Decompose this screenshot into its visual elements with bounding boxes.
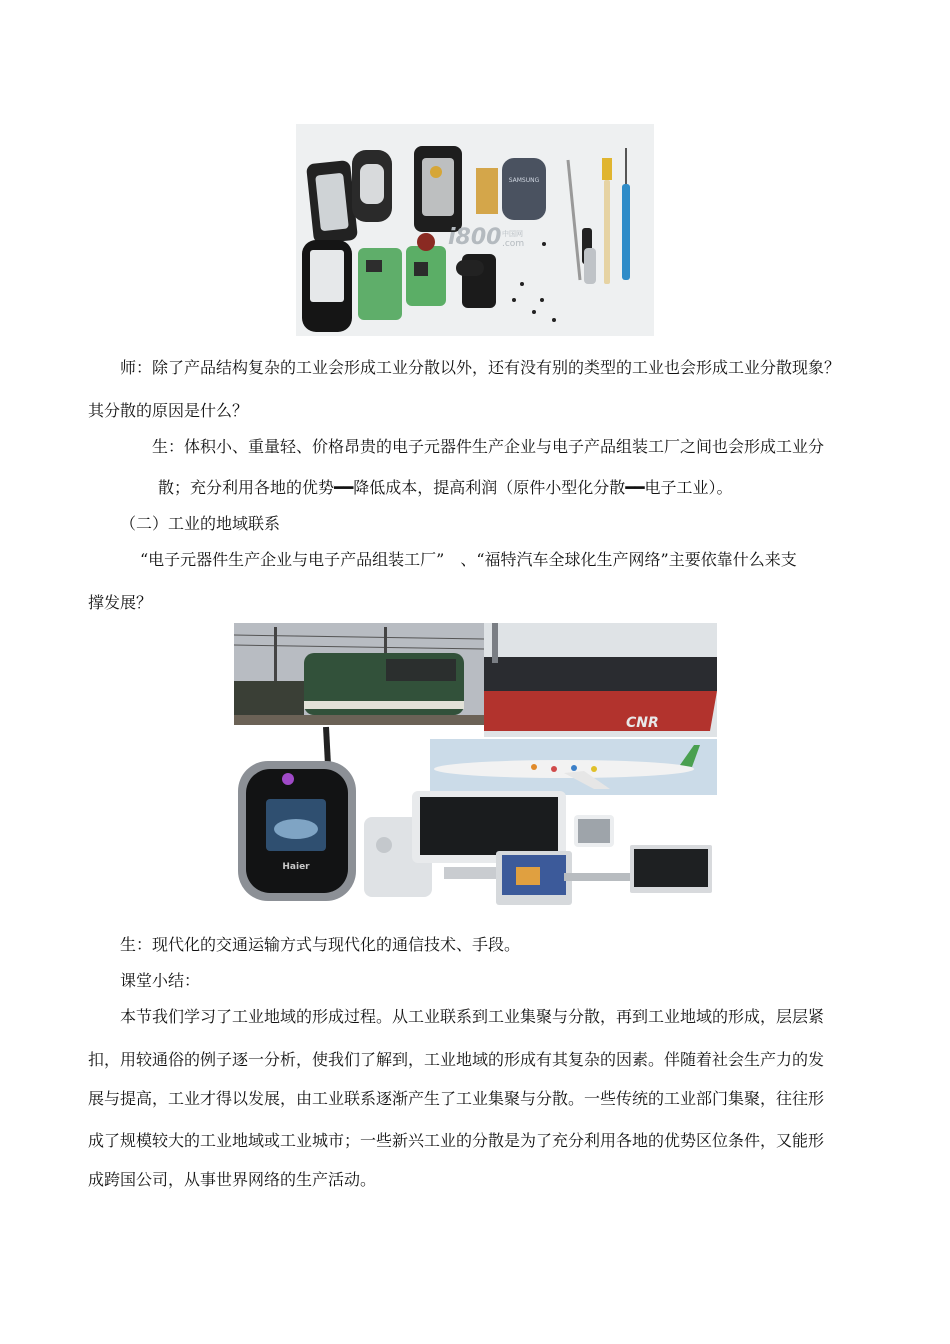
ship-mark-text: CNR — [626, 715, 659, 731]
question-line-2: 撑发展？ — [88, 593, 153, 612]
summary-line-2: 扣，用较通俗的例子逐一分析，使我们了解到，工业地域的形成有其复杂的因素。伴随着社会生产力的发 — [88, 1050, 825, 1069]
question-line-1: “电子元器件生产企业与电子产品组装工厂” 、“福特汽车全球化生产网络”主要依靠什么来支 — [140, 550, 797, 569]
summary-heading: 课堂小结： — [120, 971, 201, 990]
summary-line-3: 展与提高，工业才得以发展，由工业联系逐渐产生了工业集聚与分散。一些传统的工业部门集聚，往往形 — [88, 1089, 825, 1108]
student-answer-line-2: 散；充分利用各地的优势━━降低成本，提高利润（原件小型化分散━━电子工业）。 — [158, 478, 733, 497]
phone-brand-text: Haier — [282, 862, 310, 872]
teacher-question-line-1: 师：除了产品结构复杂的工业会形成工业分散以外，还有没有别的类型的工业也会形成工业分散现象？ — [120, 358, 841, 377]
summary-line-1: 本节我们学习了工业地域的形成过程。从工业联系到工业集聚与分散，再到工业地域的形成，层层紧 — [120, 1007, 825, 1026]
answer-line: 生：现代化的交通运输方式与现代化的通信技术、手段。 — [120, 935, 521, 954]
phone-parts-image — [296, 124, 654, 336]
transport-communication-collage — [234, 623, 717, 908]
watermark-sub: .com — [502, 239, 525, 249]
teacher-question-line-2: 其分散的原因是什么？ — [88, 401, 249, 420]
student-answer-line-1: 生：体积小、重量轻、价格昂贵的电子元器件生产企业与电子产品组装工厂之间也会形成工业分 — [152, 437, 825, 456]
summary-line-5: 成跨国公司，从事世界网络的生产活动。 — [88, 1170, 377, 1189]
battery-brand-text: SAMSUNG — [508, 177, 540, 184]
summary-line-4: 成了规模较大的工业地域或工业城市；一些新兴工业的分散是为了充分利用各地的优势区位条件，又能形 — [88, 1131, 825, 1150]
watermark-logo: i800 — [448, 225, 502, 250]
section-heading: （二）工业的地域联系 — [120, 514, 281, 533]
watermark-cn: 中国网 — [502, 230, 523, 238]
